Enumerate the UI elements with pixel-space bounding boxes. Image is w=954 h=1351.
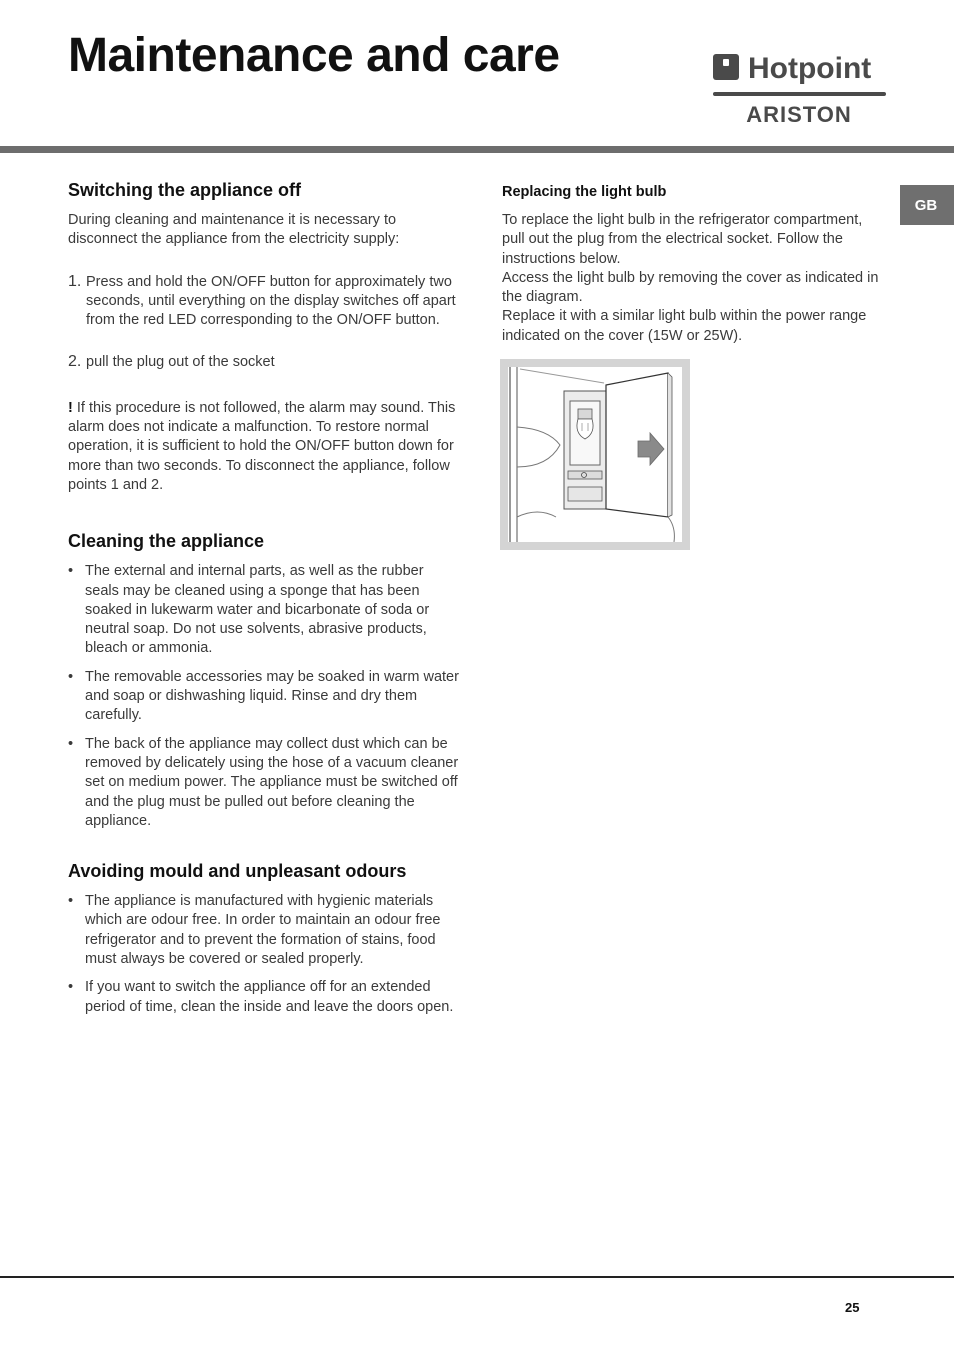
list-item: • The removable accessories may be soaked in warm water and soap or dishwashing liquid. Rinse and dry them carefully. — [68, 668, 460, 726]
section-heading: Switching the appliance off — [68, 180, 302, 200]
step-text: pull the plug out of the socket — [86, 354, 275, 371]
light-bulb-diagram — [500, 359, 690, 550]
list-item: • If you want to switch the appliance off for an extended period of time, clean the inside and leave the doors open. — [68, 978, 460, 1017]
footer-divider — [0, 1276, 954, 1278]
step-number: 1. — [68, 272, 82, 290]
instruction-paragraph: To replace the light bulb in the refrigerator compartment, pull out the plug from the electrical socket. Follow the instructions below. — [502, 212, 863, 267]
page-number: 25 — [845, 1300, 860, 1315]
bullet-icon: • — [68, 668, 74, 685]
section-mould — [68, 859, 460, 1017]
cleaning-list — [68, 562, 460, 831]
list-item: • The appliance is manufactured with hygienic materials which are odour free. In order to maintain an odour free refrigerator and to prevent the formation of stains, food must always be covered or sealed properly. — [68, 892, 460, 969]
brand-subname: ARISTON — [746, 102, 852, 124]
hotpoint-ariston-logo — [712, 52, 887, 124]
step-item — [68, 273, 460, 331]
brand-name: Hotpoint — [748, 52, 872, 85]
bulb-cover-illustration — [508, 367, 682, 542]
header-divider — [0, 146, 954, 153]
mould-list — [68, 892, 460, 1017]
section-cleaning — [68, 529, 460, 831]
left-column — [68, 178, 460, 1026]
steps-list — [68, 273, 460, 373]
bullet-icon: • — [68, 893, 74, 910]
section-switching-off — [68, 178, 460, 495]
language-tab: GB — [900, 185, 954, 225]
intro-paragraph: During cleaning and maintenance it is necessary to disconnect the appliance from the electricity supply: — [68, 212, 400, 248]
warning-icon: ! — [68, 399, 73, 416]
bullet-icon: • — [68, 563, 74, 580]
step-item — [68, 353, 460, 372]
instruction-paragraph: Replace it with a similar light bulb within the power range indicated on the cover (15W or 25W). — [502, 308, 867, 344]
warning-note — [68, 399, 460, 495]
section-heading: Cleaning the appliance — [68, 531, 265, 552]
page-title: Maintenance and care — [68, 29, 560, 82]
list-item: • The external and internal parts, as well as the rubber seals may be cleaned using a sponge that has been soaked in lukewarm water and bicarbonate of soda or neutral soap. Do not use solvents, abrasive products, bleach or ammonia. — [68, 562, 460, 658]
section-heading: Replacing the light bulb — [502, 184, 667, 200]
section-heading: Avoiding mould and unpleasant odours — [68, 861, 407, 882]
right-column — [502, 183, 887, 346]
step-text: Press and hold the ON/OFF button for approximately two seconds, until everything on the display switches off apart from the red LED corresponding to the ON/OFF button. — [86, 273, 456, 329]
bullet-icon: • — [68, 979, 74, 996]
instruction-paragraph: Access the light bulb by removing the cover as indicated in the diagram. — [502, 269, 879, 306]
bullet-icon: • — [68, 735, 74, 752]
list-item: • The back of the appliance may collect dust which can be removed by delicately using the hose of a vacuum cleaner set on medium power. The appliance must be switched off and the plug must be pulled out before cleaning the appliance. — [68, 735, 460, 831]
warning-text: If this procedure is not followed, the alarm may sound. This alarm does not indicate a malfunction. To restore normal operation, it is sufficient to hold the ON/OFF button down for more than two seconds. To disconnect the appliance, follow points 1 and 2. — [68, 399, 456, 493]
step-number: 2. — [68, 353, 82, 371]
